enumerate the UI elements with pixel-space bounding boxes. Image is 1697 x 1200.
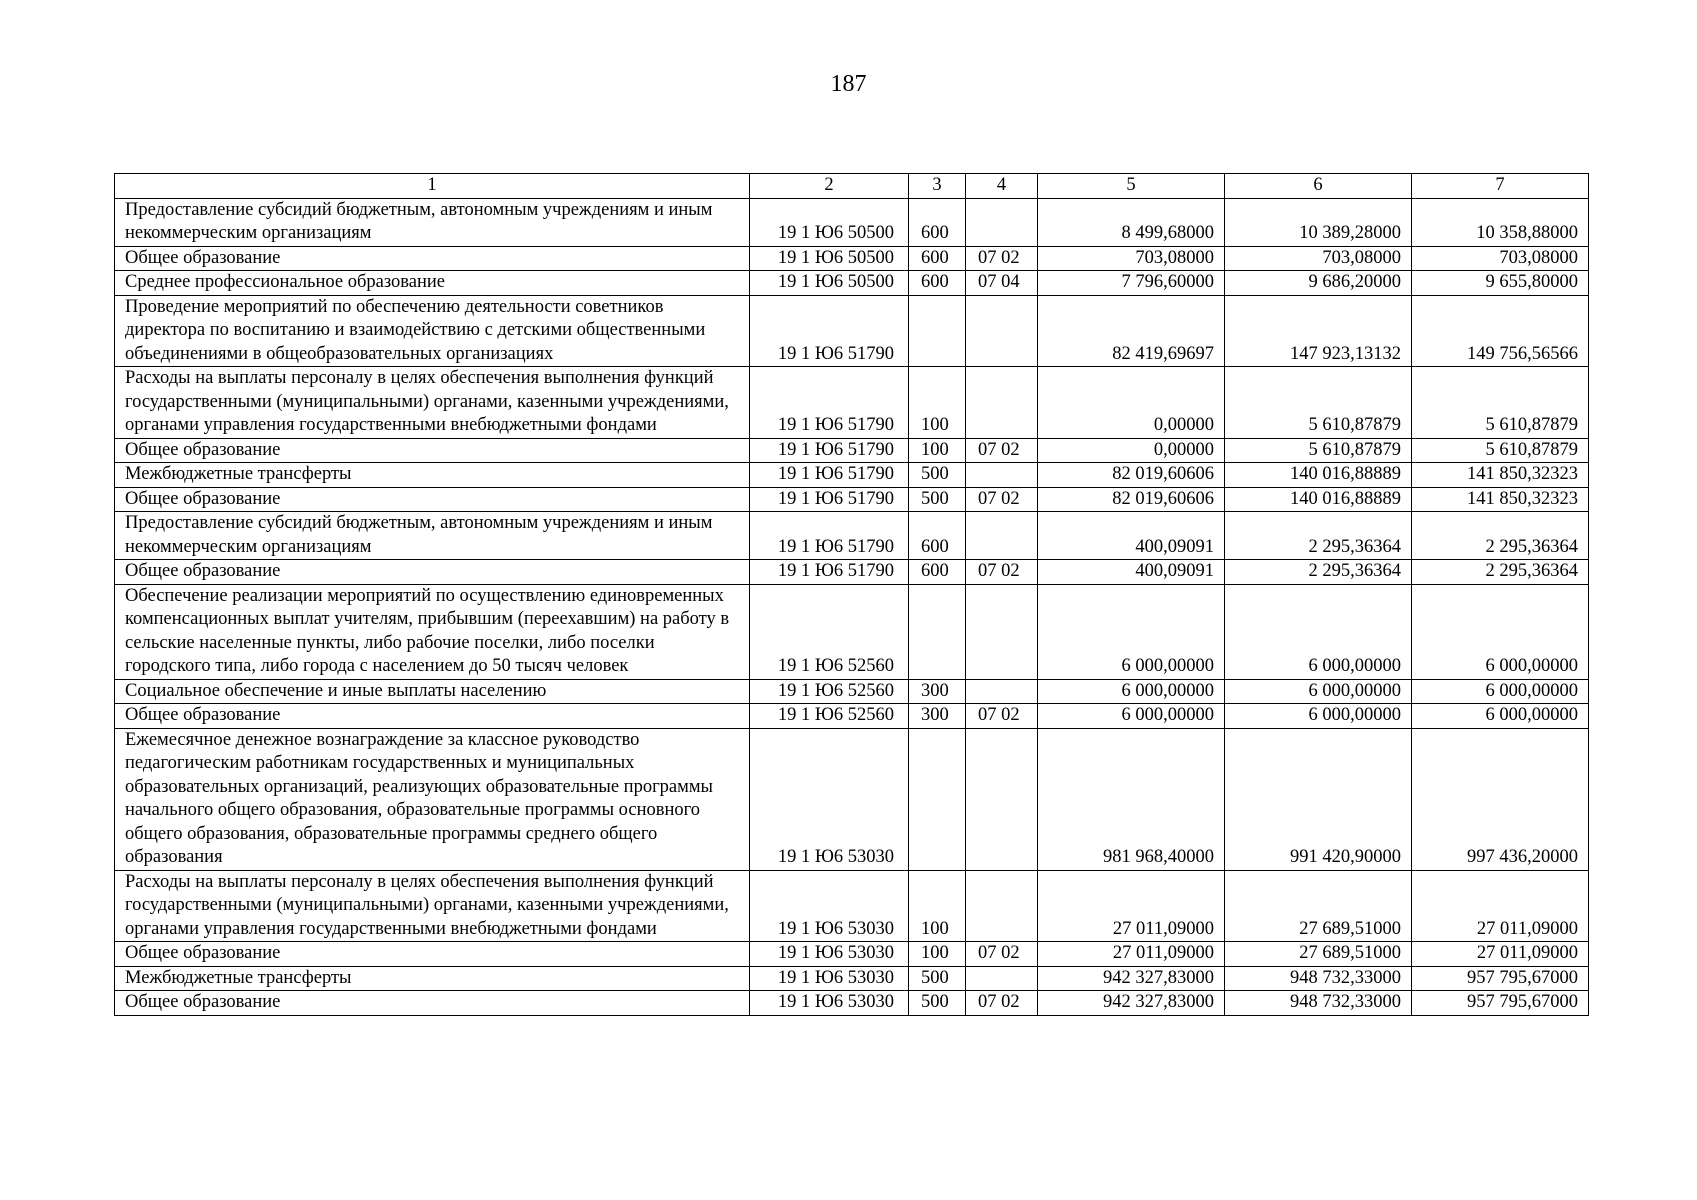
table-row	[115, 991, 1589, 1016]
section-cell	[966, 512, 1038, 560]
expense-name-cell: Предоставление субсидий бюджетным, автономным учреждениям и иным некоммерческим организациям	[115, 512, 750, 560]
table-row	[115, 560, 1589, 585]
table-row	[115, 271, 1589, 296]
target-article-cell: 19 1 Ю6 51790	[750, 560, 909, 585]
table-row	[115, 966, 1589, 991]
expense-name-cell: Межбюджетные трансферты	[115, 463, 750, 488]
amount-col7-cell: 10 358,88000	[1412, 198, 1589, 246]
target-article-cell: 19 1 Ю6 51790	[750, 463, 909, 488]
budget-table	[114, 173, 1589, 1016]
expense-type-cell: 600	[909, 198, 966, 246]
amount-col6-cell: 991 420,90000	[1225, 728, 1412, 870]
table-row	[115, 198, 1589, 246]
amount-col7-cell: 6 000,00000	[1412, 704, 1589, 729]
amount-col6-cell: 2 295,36364	[1225, 512, 1412, 560]
expense-type-cell: 600	[909, 560, 966, 585]
amount-col7-cell: 149 756,56566	[1412, 295, 1589, 367]
expense-type-cell: 100	[909, 438, 966, 463]
expense-name-cell: Общее образование	[115, 942, 750, 967]
amount-col7-cell: 141 850,32323	[1412, 487, 1589, 512]
expense-type-cell: 600	[909, 512, 966, 560]
amount-col7-cell: 997 436,20000	[1412, 728, 1589, 870]
amount-col7-cell: 27 011,09000	[1412, 870, 1589, 942]
expense-type-cell: 500	[909, 487, 966, 512]
amount-col5-cell: 0,00000	[1038, 438, 1225, 463]
section-cell: 07 04	[966, 271, 1038, 296]
table-body	[115, 198, 1589, 1015]
expense-type-cell: 300	[909, 679, 966, 704]
amount-col6-cell: 147 923,13132	[1225, 295, 1412, 367]
amount-col5-cell: 942 327,83000	[1038, 991, 1225, 1016]
header-cell-2: 2	[750, 174, 909, 199]
target-article-cell: 19 1 Ю6 52560	[750, 584, 909, 679]
amount-col5-cell: 7 796,60000	[1038, 271, 1225, 296]
amount-col5-cell: 82 419,69697	[1038, 295, 1225, 367]
section-cell	[966, 584, 1038, 679]
amount-col7-cell: 957 795,67000	[1412, 991, 1589, 1016]
target-article-cell: 19 1 Ю6 50500	[750, 271, 909, 296]
target-article-cell: 19 1 Ю6 53030	[750, 870, 909, 942]
target-article-cell: 19 1 Ю6 51790	[750, 295, 909, 367]
amount-col7-cell: 9 655,80000	[1412, 271, 1589, 296]
expense-type-cell: 500	[909, 966, 966, 991]
target-article-cell: 19 1 Ю6 53030	[750, 966, 909, 991]
table-row	[115, 246, 1589, 271]
amount-col5-cell: 942 327,83000	[1038, 966, 1225, 991]
amount-col5-cell: 6 000,00000	[1038, 584, 1225, 679]
header-cell-4: 4	[966, 174, 1038, 199]
amount-col7-cell: 6 000,00000	[1412, 679, 1589, 704]
expense-type-cell: 100	[909, 942, 966, 967]
amount-col6-cell: 6 000,00000	[1225, 679, 1412, 704]
table-row	[115, 512, 1589, 560]
section-cell: 07 02	[966, 704, 1038, 729]
expense-name-cell: Общее образование	[115, 246, 750, 271]
target-article-cell: 19 1 Ю6 53030	[750, 991, 909, 1016]
target-article-cell: 19 1 Ю6 51790	[750, 367, 909, 439]
section-cell	[966, 870, 1038, 942]
header-cell-5: 5	[1038, 174, 1225, 199]
expense-name-cell: Общее образование	[115, 560, 750, 585]
target-article-cell: 19 1 Ю6 51790	[750, 487, 909, 512]
table-row	[115, 487, 1589, 512]
target-article-cell: 19 1 Ю6 53030	[750, 728, 909, 870]
expense-type-cell: 100	[909, 367, 966, 439]
section-cell: 07 02	[966, 991, 1038, 1016]
section-cell	[966, 728, 1038, 870]
expense-type-cell: 500	[909, 991, 966, 1016]
section-cell: 07 02	[966, 246, 1038, 271]
header-cell-7: 7	[1412, 174, 1589, 199]
amount-col7-cell: 141 850,32323	[1412, 463, 1589, 488]
amount-col5-cell: 82 019,60606	[1038, 463, 1225, 488]
amount-col6-cell: 6 000,00000	[1225, 584, 1412, 679]
amount-col7-cell: 2 295,36364	[1412, 560, 1589, 585]
amount-col5-cell: 400,09091	[1038, 512, 1225, 560]
expense-type-cell	[909, 728, 966, 870]
expense-name-cell: Общее образование	[115, 438, 750, 463]
amount-col6-cell: 2 295,36364	[1225, 560, 1412, 585]
expense-name-cell: Общее образование	[115, 991, 750, 1016]
section-cell: 07 02	[966, 942, 1038, 967]
table-row	[115, 704, 1589, 729]
section-cell	[966, 679, 1038, 704]
section-cell	[966, 198, 1038, 246]
table-row	[115, 463, 1589, 488]
expense-type-cell: 300	[909, 704, 966, 729]
amount-col6-cell: 948 732,33000	[1225, 991, 1412, 1016]
expense-name-cell: Социальное обеспечение и иные выплаты населению	[115, 679, 750, 704]
amount-col6-cell: 948 732,33000	[1225, 966, 1412, 991]
expense-name-cell: Общее образование	[115, 704, 750, 729]
expense-type-cell: 100	[909, 870, 966, 942]
target-article-cell: 19 1 Ю6 52560	[750, 704, 909, 729]
expense-type-cell	[909, 584, 966, 679]
section-cell: 07 02	[966, 560, 1038, 585]
target-article-cell: 19 1 Ю6 52560	[750, 679, 909, 704]
target-article-cell: 19 1 Ю6 50500	[750, 246, 909, 271]
amount-col6-cell: 140 016,88889	[1225, 487, 1412, 512]
expense-type-cell: 600	[909, 246, 966, 271]
amount-col5-cell: 6 000,00000	[1038, 679, 1225, 704]
amount-col6-cell: 6 000,00000	[1225, 704, 1412, 729]
amount-col5-cell: 8 499,68000	[1038, 198, 1225, 246]
amount-col6-cell: 5 610,87879	[1225, 367, 1412, 439]
expense-name-cell: Обеспечение реализации мероприятий по осуществлению единовременных компенсационных выплат учителям, прибывшим (переехавшим) на работу в сельские населенные пункты, либо рабочие поселки, либо поселки городского типа, либо города с населением до 50 тысяч человек	[115, 584, 750, 679]
target-article-cell: 19 1 Ю6 51790	[750, 438, 909, 463]
section-cell: 07 02	[966, 438, 1038, 463]
header-cell-6: 6	[1225, 174, 1412, 199]
section-cell: 07 02	[966, 487, 1038, 512]
table-row	[115, 942, 1589, 967]
amount-col5-cell: 27 011,09000	[1038, 942, 1225, 967]
expense-name-cell: Проведение мероприятий по обеспечению деятельности советников директора по воспитанию и взаимодействию с детскими общественными объединениями в общеобразовательных организациях	[115, 295, 750, 367]
target-article-cell: 19 1 Ю6 53030	[750, 942, 909, 967]
amount-col6-cell: 703,08000	[1225, 246, 1412, 271]
expense-type-cell: 600	[909, 271, 966, 296]
section-cell	[966, 463, 1038, 488]
expense-type-cell: 500	[909, 463, 966, 488]
amount-col7-cell: 6 000,00000	[1412, 584, 1589, 679]
amount-col7-cell: 5 610,87879	[1412, 367, 1589, 439]
page-number: 187	[830, 71, 867, 97]
amount-col5-cell: 27 011,09000	[1038, 870, 1225, 942]
amount-col5-cell: 82 019,60606	[1038, 487, 1225, 512]
amount-col6-cell: 27 689,51000	[1225, 870, 1412, 942]
amount-col5-cell: 981 968,40000	[1038, 728, 1225, 870]
header-cell-1: 1	[115, 174, 750, 199]
target-article-cell: 19 1 Ю6 50500	[750, 198, 909, 246]
amount-col7-cell: 957 795,67000	[1412, 966, 1589, 991]
table-row	[115, 728, 1589, 870]
section-cell	[966, 295, 1038, 367]
amount-col6-cell: 10 389,28000	[1225, 198, 1412, 246]
amount-col6-cell: 140 016,88889	[1225, 463, 1412, 488]
amount-col6-cell: 5 610,87879	[1225, 438, 1412, 463]
expense-name-cell: Общее образование	[115, 487, 750, 512]
amount-col7-cell: 703,08000	[1412, 246, 1589, 271]
amount-col5-cell: 400,09091	[1038, 560, 1225, 585]
table-header-row	[115, 174, 1589, 199]
expense-name-cell: Среднее профессиональное образование	[115, 271, 750, 296]
amount-col5-cell: 0,00000	[1038, 367, 1225, 439]
expense-name-cell: Расходы на выплаты персоналу в целях обеспечения выполнения функций государственными (муниципальными) органами, казенными учреждениями, органами управления государственными внебюджетными фондами	[115, 367, 750, 439]
amount-col7-cell: 5 610,87879	[1412, 438, 1589, 463]
expense-name-cell: Расходы на выплаты персоналу в целях обеспечения выполнения функций государственными (муниципальными) органами, казенными учреждениями, органами управления государственными внебюджетными фондами	[115, 870, 750, 942]
header-cell-3: 3	[909, 174, 966, 199]
table-row	[115, 367, 1589, 439]
table-row	[115, 438, 1589, 463]
target-article-cell: 19 1 Ю6 51790	[750, 512, 909, 560]
expense-name-cell: Предоставление субсидий бюджетным, автономным учреждениям и иным некоммерческим организациям	[115, 198, 750, 246]
table-row	[115, 679, 1589, 704]
amount-col5-cell: 703,08000	[1038, 246, 1225, 271]
expense-name-cell: Межбюджетные трансферты	[115, 966, 750, 991]
amount-col6-cell: 27 689,51000	[1225, 942, 1412, 967]
section-cell	[966, 367, 1038, 439]
amount-col6-cell: 9 686,20000	[1225, 271, 1412, 296]
amount-col5-cell: 6 000,00000	[1038, 704, 1225, 729]
expense-name-cell: Ежемесячное денежное вознаграждение за классное руководство педагогическим работникам государственных и муниципальных образовательных организаций, реализующих образовательные программы начального общего образования, образовательные программы основного общего образования, образовательные программы среднего общего образования	[115, 728, 750, 870]
table-row	[115, 295, 1589, 367]
amount-col7-cell: 27 011,09000	[1412, 942, 1589, 967]
expense-type-cell	[909, 295, 966, 367]
amount-col7-cell: 2 295,36364	[1412, 512, 1589, 560]
table-row	[115, 870, 1589, 942]
table-row	[115, 584, 1589, 679]
section-cell	[966, 966, 1038, 991]
